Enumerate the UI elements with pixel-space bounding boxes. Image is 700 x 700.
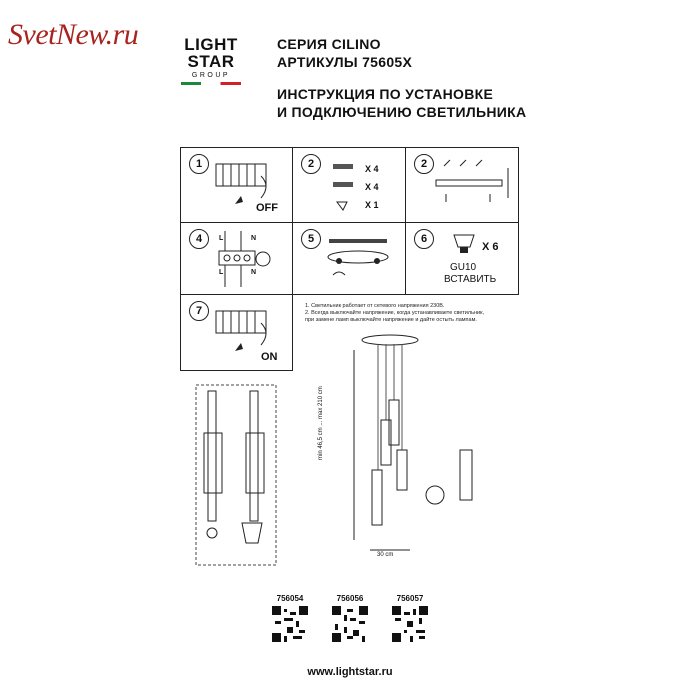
- terminal-l-top: L: [219, 235, 224, 242]
- anchors-count: X 4: [365, 182, 379, 192]
- canopy-install-illustration: [323, 229, 403, 291]
- article-number: 756054: [276, 594, 304, 603]
- lightstar-logo: [180, 36, 242, 106]
- step-4-panel: [180, 222, 293, 295]
- on-label: ON: [261, 351, 278, 363]
- instruction-title-1: ИНСТРУКЦИЯ ПО УСТАНОВКЕ: [277, 86, 494, 102]
- article-number: 756056: [336, 594, 364, 603]
- note-line: 2. Всегда выключайте напряжение, когда устанавливаете светильник,: [305, 310, 485, 316]
- step-2-panel: [292, 147, 406, 223]
- qr-block-756057: [390, 594, 430, 644]
- step-number: 2: [414, 154, 434, 174]
- watermark-logo: SvetNew.ru: [8, 18, 139, 51]
- screws-icon: [331, 162, 361, 212]
- step-3-panel: [405, 147, 519, 223]
- article-number: 756057: [396, 594, 424, 603]
- step-number: 4: [189, 229, 209, 249]
- logo-line-2: STAR: [187, 52, 235, 71]
- off-label: OFF: [256, 202, 278, 214]
- bulb-type: GU10: [450, 262, 477, 273]
- screws-count: X 4: [365, 164, 379, 174]
- qr-code-icon: [392, 606, 428, 642]
- insert-label: ВСТАВИТЬ: [444, 274, 497, 285]
- ceiling-mount-illustration: [424, 158, 514, 218]
- note-line: 1. Светильник работает от сетевого напряжения 230В.: [305, 303, 445, 309]
- height-dimension: min 46,5 cm ... max 210 cm: [318, 386, 324, 460]
- gu10-bulb-icon: [452, 233, 476, 257]
- width-dimension: 30 cm: [377, 552, 394, 558]
- assembly-detail-illustration: [190, 383, 280, 573]
- step-number: 1: [189, 154, 209, 174]
- website-link[interactable]: www.lightstar.ru: [307, 666, 393, 678]
- terminal-n-top: N: [251, 235, 257, 242]
- qr-block-756056: [330, 594, 370, 644]
- terminal-n-bottom: N: [251, 269, 257, 276]
- bracket-count: X 1: [365, 200, 379, 210]
- bulb-count: X 6: [482, 241, 499, 253]
- terminal-l-bottom: L: [219, 269, 224, 276]
- qr-block-756054: [270, 594, 310, 644]
- logo-line-1: LIGHT: [184, 35, 238, 54]
- instruction-title-2: И ПОДКЛЮЧЕНИЮ СВЕТИЛЬНИКА: [277, 104, 527, 120]
- qr-code-icon: [332, 606, 368, 642]
- step-number: 6: [414, 229, 434, 249]
- step-5-panel: [292, 222, 406, 295]
- note-line: при замене ламп выключайте напряжение и дайте остыть лампам.: [305, 317, 477, 323]
- logo-line-3: GROUP: [191, 72, 231, 79]
- step-number: 7: [189, 301, 209, 321]
- qr-code-icon: [272, 606, 308, 642]
- articles-title: АРТИКУЛЫ 75605X: [277, 54, 413, 70]
- step-1-panel: [180, 147, 293, 223]
- step-7-panel: [180, 294, 293, 371]
- step-number: 5: [301, 229, 321, 249]
- series-title: СЕРИЯ CILINO: [277, 36, 381, 52]
- step-6-panel: [405, 222, 519, 295]
- step-number: 2: [301, 154, 321, 174]
- italian-flag-stripe: [181, 82, 241, 85]
- pendant-lamp-drawing: [330, 330, 510, 570]
- safety-notes: [305, 303, 505, 324]
